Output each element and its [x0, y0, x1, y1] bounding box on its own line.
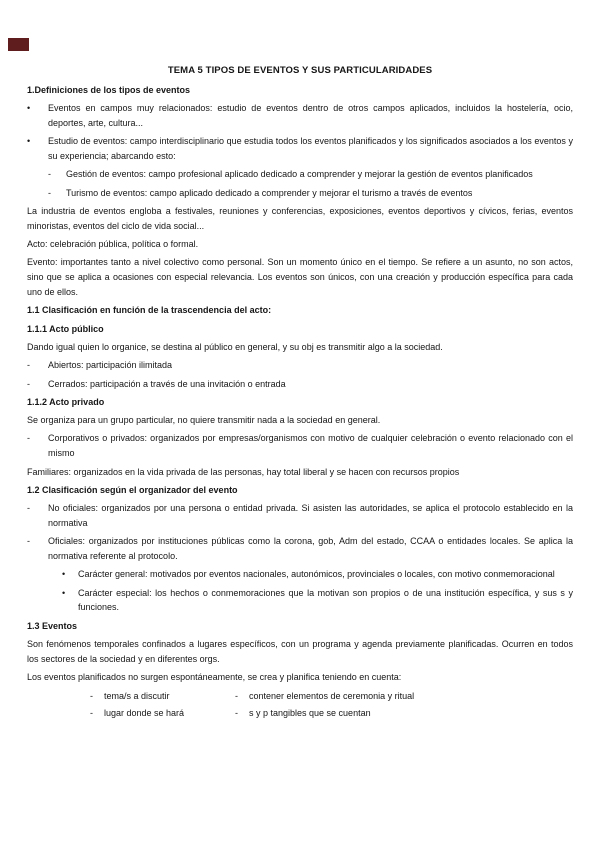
list-item-text: Carácter especial: los hechos o conmemoraciones que la motivan son propios o de una institución específica, y sus s y funciones.	[78, 587, 573, 613]
paragraph-acto-publico: Dando igual quien lo organice, se destina al público en general, y su obj es transmitir algo a la sociedad.	[27, 341, 443, 352]
list-item-text: Oficiales: organizados por instituciones públicas como la corona, gob, Adm del estado, CCAA o entidades locales. Se aplica la normativa referente al protocolo.	[48, 536, 573, 562]
dash-icon: -	[235, 691, 238, 702]
bullet-icon: •	[27, 103, 31, 114]
dash-icon: -	[235, 707, 238, 718]
paragraph-acto: Acto: celebración pública, política o formal.	[27, 239, 199, 250]
list-item-turismo-eventos	[48, 186, 573, 201]
heading-definiciones: 1.Definiciones de los tipos de eventos	[27, 85, 191, 95]
list-item-text: No oficiales: organizados por una persona o entidad privada. Si asisten las autoridades, se aplica el protocolo establecido en la normativa	[48, 503, 573, 528]
paragraph-planificados: Los eventos planificados no surgen espontáneamente, se crea y planifica teniendo en cuenta:	[27, 672, 402, 683]
list-item-gestion-eventos	[48, 167, 573, 182]
list-item-text: Abiertos: participación ilimitada	[48, 360, 173, 371]
list-item-tema	[90, 688, 235, 705]
list-item-text: Gestión de eventos: campo profesional aplicado dedicado a comprender y mejorar la gestión de eventos planificados	[66, 169, 533, 180]
list-item-eventos-campos	[27, 101, 573, 131]
planning-column-right	[235, 688, 573, 721]
list-item-caracter-especial	[62, 586, 573, 616]
heading-1-3: 1.3 Eventos	[27, 620, 78, 631]
list-item-text: s y p tangibles que se cuentan	[249, 707, 371, 718]
list-item-text: Carácter general: motivados por eventos nacionales, autonómicos, provinciales o locales, con motivo conmemoracional	[78, 569, 555, 580]
planning-columns	[90, 688, 573, 721]
list-item-text: tema/s a discutir	[104, 691, 170, 702]
bullet-icon: •	[62, 587, 66, 598]
list-item-lugar	[90, 705, 235, 722]
dash-icon: -	[27, 360, 30, 371]
list-item-abiertos	[27, 358, 573, 373]
doc-title: TEMA 5 TIPOS DE EVENTOS Y SUS PARTICULARIDADES	[167, 65, 433, 76]
dash-icon: -	[90, 691, 93, 702]
heading-1-1-1: 1.1.1 Acto público	[27, 323, 104, 334]
paragraph-evento: Evento: importantes tanto a nivel colectivo como personal. Son un momento único en el tiempo. Se refiere a un asunto, no son actos, sino que se aplica a ocasiones con especial relevancia. Los eventos son únicos, con una creación y producción específica para cada uno de ellos.	[27, 257, 573, 298]
list-item-text: contener elementos de ceremonia y ritual	[249, 691, 415, 702]
bullet-icon: •	[27, 136, 31, 147]
list-item-corporativos	[27, 431, 573, 461]
paragraph-fenomenos: Son fenómenos temporales confinados a lugares específicos, con un programa y agenda previamente planificadas. Ocurren en todos los sectores de la sociedad y en diferentes orgs.	[27, 639, 573, 664]
dash-icon: -	[90, 707, 93, 718]
heading-1-1-2: 1.1.2 Acto privado	[27, 396, 105, 407]
list-item-tangibles	[235, 705, 573, 722]
list-item-text: lugar donde se hará	[104, 707, 185, 718]
list-item-text: Turismo de eventos: campo aplicado dedicado a comprender y mejorar el turismo a través de eventos	[66, 187, 473, 198]
heading-1-2: 1.2 Clasificación según el organizador del evento	[27, 484, 238, 495]
list-item-text: Cerrados: participación a través de una invitación o entrada	[48, 378, 286, 389]
planning-column-left	[90, 688, 235, 721]
list-item-estudio-eventos	[27, 134, 573, 164]
corner-logo-mark	[8, 38, 29, 51]
paragraph-industria: La industria de eventos engloba a festivales, reuniones y conferencias, exposiciones, eventos deportivos y cívicos, ferias, eventos minoristas, eventos del ciclo de vida social...	[27, 206, 573, 231]
bullet-icon: •	[62, 569, 66, 580]
list-item-text: Corporativos o privados: organizados por empresas/organismos con motivo de cualquier celebración o evento relacionado con el mismo	[48, 433, 573, 459]
dash-icon: -	[27, 433, 30, 444]
heading-1-1: 1.1 Clasificación en función de la trascendencia del acto:	[27, 305, 272, 316]
paragraph-familiares: Familiares: organizados en la vida privada de las personas, hay total liberal y se hacen con recursos propios	[27, 466, 460, 477]
document-content	[27, 64, 573, 721]
list-item-oficiales	[27, 534, 573, 564]
dash-icon: -	[27, 536, 30, 547]
list-item-no-oficiales	[27, 501, 573, 531]
list-item-ceremonia	[235, 688, 573, 705]
dash-icon: -	[48, 187, 51, 198]
list-item-text: Estudio de eventos: campo interdisciplinario que estudia todos los eventos planificados y los significados asociados a los eventos y su experiencia; abarcando esto:	[48, 136, 573, 162]
paragraph-acto-privado: Se organiza para un grupo particular, no quiere transmitir nada a la sociedad en general.	[27, 415, 381, 426]
list-item-cerrados	[27, 377, 573, 392]
list-item-caracter-general	[62, 567, 573, 582]
list-item-text: Eventos en campos muy relacionados: estudio de eventos dentro de otros campos aplicados, incluidos la hostelería, ocio, deportes, arte, cultura...	[48, 103, 573, 129]
dash-icon: -	[27, 378, 30, 389]
dash-icon: -	[48, 169, 51, 180]
dash-icon: -	[27, 503, 30, 514]
